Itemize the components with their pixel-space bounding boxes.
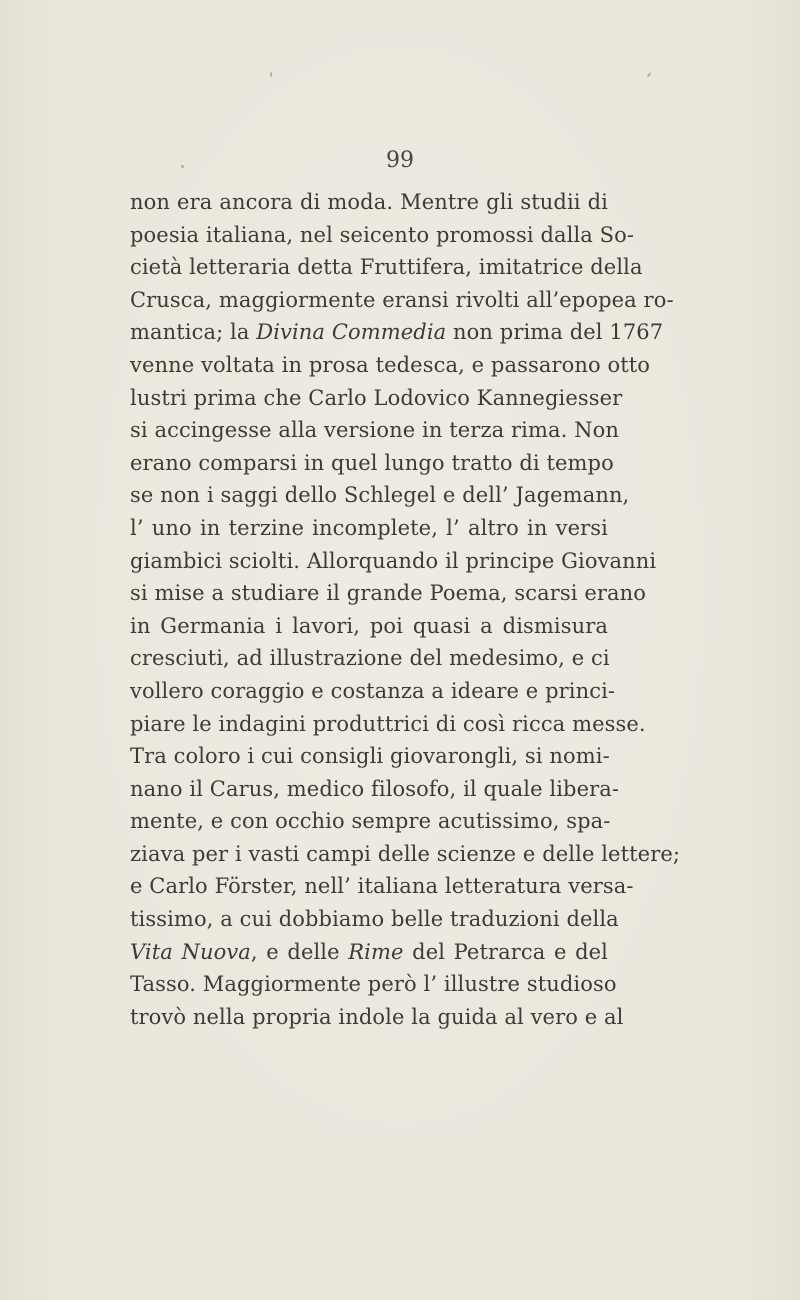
text-line: mente, e con occhio sempre acutissimo, spa- xyxy=(130,809,611,834)
text-line: giambici sciolti. Allorquando il principe Giovanni xyxy=(130,548,657,573)
paper-speck xyxy=(181,165,184,168)
text-line: si accingesse alla versione in terza rima. Non xyxy=(130,418,619,443)
text-line: ziava per i vasti campi delle scienze e delle lettere; xyxy=(130,841,681,866)
text-line: se non i saggi dello Schlegel e dell’ Jagemann, xyxy=(130,483,630,508)
text-line: cietà letteraria detta Fruttifera, imitatrice della xyxy=(130,255,643,280)
italic-title: Vita Nuova xyxy=(130,939,251,964)
italic-title: Rime xyxy=(348,939,404,964)
text-line: e Carlo Förster, nell’ italiana letteratura versa- xyxy=(130,874,634,899)
text-line: non era ancora di moda. Mentre gli studii di xyxy=(130,190,608,214)
text-line: tissimo, a cui dobbiamo belle traduzioni della xyxy=(130,907,619,932)
text-line: Vita Nuova, e delle Rime del Petrarca e del xyxy=(130,939,608,964)
text-line: trovò nella propria indole la guida al vero e al xyxy=(130,1004,624,1029)
page-number: 99 xyxy=(386,148,414,173)
text-line: vollero coraggio e costanza a ideare e princi- xyxy=(130,678,616,703)
text-line: mantica; la Divina Commedia non prima del 1767 xyxy=(130,320,664,345)
text-line: venne voltata in prosa tedesca, e passarono otto xyxy=(130,352,651,377)
text-line: lustri prima che Carlo Lodovico Kannegiesser xyxy=(130,385,623,410)
paper-speck xyxy=(270,72,272,77)
text-line: l’ uno in terzine incomplete, l’ altro in versi xyxy=(130,515,608,540)
text-line: si mise a studiare il grande Poema, scarsi erano xyxy=(130,581,646,606)
text-line: poesia italiana, nel seicento promossi dalla So- xyxy=(130,222,635,247)
text-line: Tasso. Maggiormente però l’ illustre studioso xyxy=(130,972,617,997)
body-text xyxy=(130,186,681,1033)
text-line: Crusca, maggiormente eransi rivolti all’epopea ro- xyxy=(130,287,674,312)
text-line: nano il Carus, medico filosofo, il quale libera- xyxy=(130,776,620,801)
text-line: erano comparsi in quel lungo tratto di tempo xyxy=(130,450,614,475)
text-line: Tra coloro i cui consigli giovarongli, si nomi- xyxy=(130,744,610,769)
text-line: piare le indagini produttrici di così ricca messe. xyxy=(130,711,646,736)
paper-speck xyxy=(646,72,651,78)
text-line: cresciuti, ad illustrazione del medesimo, e ci xyxy=(130,646,610,671)
italic-title: Divina Commedia xyxy=(256,320,447,345)
text-line: in Germania i lavori, poi quasi a dismisura xyxy=(130,613,608,638)
